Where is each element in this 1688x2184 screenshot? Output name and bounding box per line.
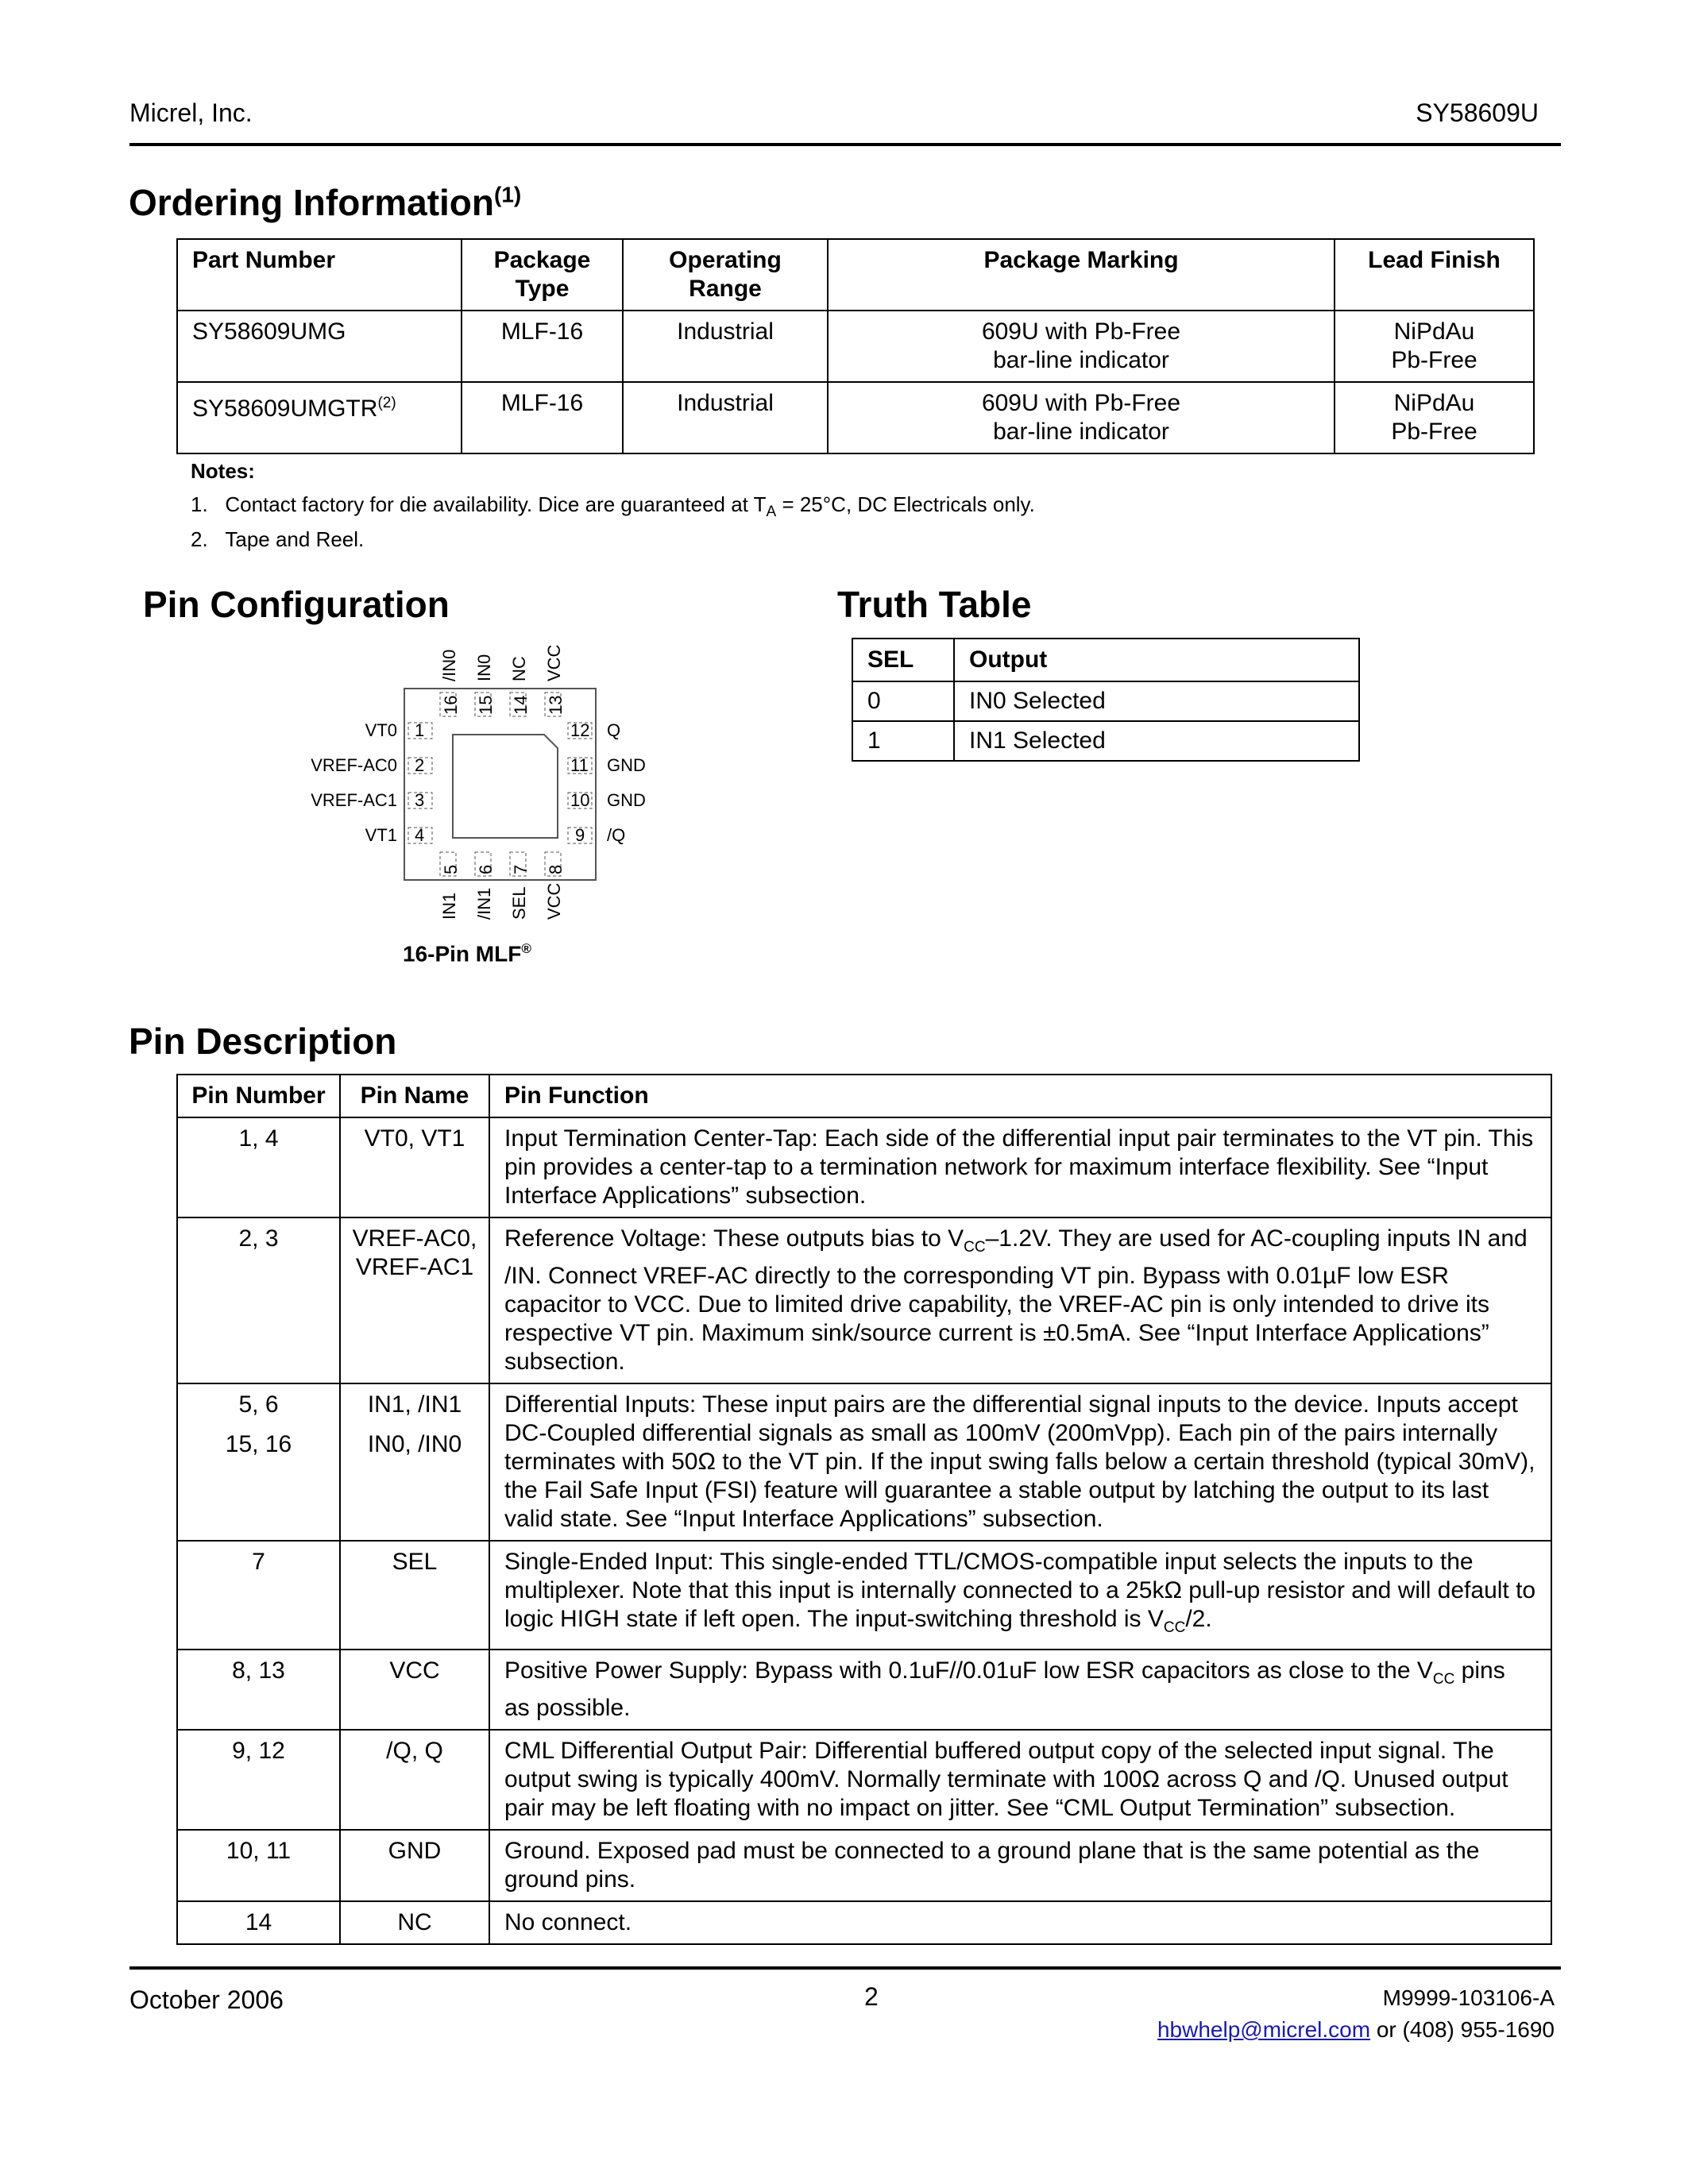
sel-cell: 0 xyxy=(852,681,954,721)
pin-desc-title: Pin Description xyxy=(129,1021,397,1062)
pin-name: /IN1 xyxy=(474,887,494,920)
pin-number-cell: 7 xyxy=(177,1541,340,1650)
table-row xyxy=(177,1117,1551,1217)
pin-function-cell: Differential Inputs: These input pairs are the differential signal inputs to the device. Inputs accept DC-Coupled differential signals as small as 100mV (200mVpp). Each pin of the pairs internally terminates with 50Ω to the VT pin. If the input swing falls below a certain threshold (typical 30mV), the Fail Safe Input (FSI) feature will guarantee a stable output by latching the output to its last valid state. See “Input Interface Applications” subsection. xyxy=(489,1383,1551,1541)
pin-number: 7 xyxy=(511,864,531,874)
pin-name: VT1 xyxy=(365,825,397,845)
pin-name: /Q xyxy=(607,825,626,845)
pin-name: VCC xyxy=(544,882,564,920)
note-1: 1. Contact factory for die availability. Dice are guaranteed at $T_A = 25^\circ C$, DC Electricals only. xyxy=(191,492,1035,521)
pin-function-cell: Positive Power Supply: Bypass with 0.1uF//0.01uF low ESR capacitors as close to the $V_{CC}$ pins as possible. xyxy=(489,1650,1551,1730)
marking-cell: 609U with Pb-Free bar-line indicator xyxy=(828,382,1335,453)
footer-contact: hbwhelp@micrel.com or (408) 955-1690 xyxy=(1157,2017,1555,2042)
pin-config-caption: 16-Pin MLF® xyxy=(403,941,531,967)
pin-number: 10 xyxy=(570,790,590,810)
pin-name: SEL xyxy=(509,886,529,920)
package-cell: MLF-16 xyxy=(462,311,623,382)
pin-function-cell: No connect. xyxy=(489,1901,1551,1944)
output-cell: IN1 Selected xyxy=(954,721,1359,761)
pin-name: IN0 xyxy=(474,654,494,681)
pin-name: VREF-AC1 xyxy=(311,790,397,810)
pin-diagram xyxy=(278,635,646,969)
ordering-header-row xyxy=(177,239,1534,311)
pin-number: 16 xyxy=(441,695,461,715)
pin-number: 3 xyxy=(415,790,425,810)
pin-function-cell: Ground. Exposed pad must be connected to a ground plane that is the same potential as the ground pins. xyxy=(489,1830,1551,1901)
col-package-marking: Package Marking xyxy=(828,239,1335,311)
truth-header-row xyxy=(852,639,1359,681)
sel-cell: 1 xyxy=(852,721,954,761)
package-cell: MLF-16 xyxy=(462,382,623,453)
col-pin-function: Pin Function xyxy=(489,1075,1551,1117)
pin-number: 4 xyxy=(415,825,425,845)
pin-name-cell: GND xyxy=(340,1830,489,1901)
pin-desc-table xyxy=(176,1074,1552,1945)
range-cell: Industrial xyxy=(623,311,828,382)
table-row xyxy=(177,1383,1551,1541)
pin-number: 14 xyxy=(511,695,531,715)
pin-name-cell: VREF-AC0, VREF-AC1 xyxy=(340,1217,489,1383)
table-row xyxy=(852,681,1359,721)
lead-finish-cell: NiPdAu Pb-Free xyxy=(1335,382,1534,453)
pin-function-cell: Input Termination Center-Tap: Each side of the differential input pair terminates to the VT pin. This pin provides a center-tap to a termination network for maximum interface flexibility. See “Input Interface Applications” subsection. xyxy=(489,1117,1551,1217)
pin-number: 11 xyxy=(570,755,589,775)
pin-name: Q xyxy=(607,720,621,740)
pin-number: 8 xyxy=(546,864,566,874)
col-lead-finish: Lead Finish xyxy=(1335,239,1534,311)
footer-rule xyxy=(129,1966,1561,1970)
pin-number: 1 xyxy=(415,720,425,740)
footer-page-number: 2 xyxy=(864,1982,879,2011)
support-email-link[interactable]: hbwhelp@micrel.com xyxy=(1157,2017,1371,2042)
col-output: Output xyxy=(954,639,1359,681)
pin-name-cell: SEL xyxy=(340,1541,489,1650)
pin-number: 15 xyxy=(476,695,496,715)
table-row xyxy=(177,1730,1551,1830)
table-row xyxy=(177,1217,1551,1383)
header-company: Micrel, Inc. xyxy=(129,98,253,127)
pin-function-cell: CML Differential Output Pair: Differential buffered output copy of the selected input signal. The output swing is typically 400mV. Normally terminate with 100Ω across Q and /Q. Unused output pair may be left floating with no impact on jitter. See “CML Output Termination” subsection. xyxy=(489,1730,1551,1830)
notes-label: Notes: xyxy=(191,459,255,483)
ordering-title: Ordering Information$^{(1)}$ xyxy=(129,182,522,223)
pin-name-cell: VT0, VT1 xyxy=(340,1117,489,1217)
pin-number-cell: 9, 12 xyxy=(177,1730,340,1830)
header-part-number: SY58609U xyxy=(1416,98,1539,127)
part-number-cell: SY58609UMG xyxy=(177,311,462,382)
table-row xyxy=(852,721,1359,761)
footer-date: October 2006 xyxy=(129,1985,284,2014)
pin-name: VREF-AC0 xyxy=(311,755,397,775)
footer-doc-number: M9999-103106-A xyxy=(1382,1985,1555,2010)
pin-name-cell: VCC xyxy=(340,1650,489,1730)
col-pin-name: Pin Name xyxy=(340,1075,489,1117)
col-package-type: Package Type xyxy=(462,239,623,311)
table-row xyxy=(177,1541,1551,1650)
header-rule xyxy=(129,143,1561,146)
col-pin-number: Pin Number xyxy=(177,1075,340,1117)
pin-function-cell: Reference Voltage: These outputs bias to $V_{CC}-1.2V$. They are used for AC-coupling inputs IN and /IN. Connect VREF-AC directly to the corresponding VT pin. Bypass with 0.01µF low ESR capacitor to VCC. Due to limited drive capability, the VREF-AC pin is only intended to drive its respective VT pin. Maximum sink/source current is ±0.5mA. See “Input Interface Applications” subsection. xyxy=(489,1217,1551,1383)
output-cell: IN0 Selected xyxy=(954,681,1359,721)
pin-number-cell: 5, 6 15, 16 xyxy=(177,1383,340,1541)
pin-number-cell: 2, 3 xyxy=(177,1217,340,1383)
range-cell: Industrial xyxy=(623,382,828,453)
pin-number: 13 xyxy=(546,695,566,715)
pin-desc-header-row xyxy=(177,1075,1551,1117)
pin-number-cell: 8, 13 xyxy=(177,1650,340,1730)
pin-number: 2 xyxy=(415,755,425,775)
table-row xyxy=(177,382,1534,453)
pin-function-cell: Single-Ended Input: This single-ended TTL/CMOS-compatible input selects the inputs to the multiplexer. Note that this input is internally connected to a 25kΩ pull-up resistor and will default to logic HIGH state if left open. The input-switching threshold is $V_{CC}/2$. xyxy=(489,1541,1551,1650)
marking-cell: 609U with Pb-Free bar-line indicator xyxy=(828,311,1335,382)
col-sel: SEL xyxy=(852,639,954,681)
pin-number: 12 xyxy=(570,720,590,740)
pin-number: 9 xyxy=(575,825,585,845)
pin-name: NC xyxy=(509,656,529,681)
table-row xyxy=(177,1901,1551,1944)
table-row xyxy=(177,1650,1551,1730)
ordering-table xyxy=(176,238,1535,454)
col-part-number: Part Number xyxy=(177,239,462,311)
pin-number: 6 xyxy=(476,864,496,874)
note-2: 2. Tape and Reel. xyxy=(191,527,365,551)
table-row xyxy=(177,311,1534,382)
pin-number: 5 xyxy=(441,864,461,874)
pin-number-cell: 10, 11 xyxy=(177,1830,340,1901)
col-operating-range: Operating Range xyxy=(623,239,828,311)
part-number-cell: SY58609UMGTR$^{(2)}$ xyxy=(177,382,462,453)
pin-name: VT0 xyxy=(365,720,397,740)
pin-name-cell: IN1, /IN1 IN0, /IN0 xyxy=(340,1383,489,1541)
pin-number-cell: 14 xyxy=(177,1901,340,1944)
pin-name: IN1 xyxy=(439,892,459,920)
pin-config-title: Pin Configuration xyxy=(143,584,450,625)
lead-finish-cell: NiPdAu Pb-Free xyxy=(1335,311,1534,382)
pin-name-cell: NC xyxy=(340,1901,489,1944)
table-row xyxy=(177,1830,1551,1901)
pin-name: GND xyxy=(607,755,646,775)
pin-name-cell: /Q, Q xyxy=(340,1730,489,1830)
truth-table-title: Truth Table xyxy=(837,584,1032,625)
pin-name: /IN0 xyxy=(439,649,459,681)
pin-name: GND xyxy=(607,790,646,810)
pin-number-cell: 1, 4 xyxy=(177,1117,340,1217)
truth-table xyxy=(852,638,1360,762)
pin-name: VCC xyxy=(544,644,564,681)
